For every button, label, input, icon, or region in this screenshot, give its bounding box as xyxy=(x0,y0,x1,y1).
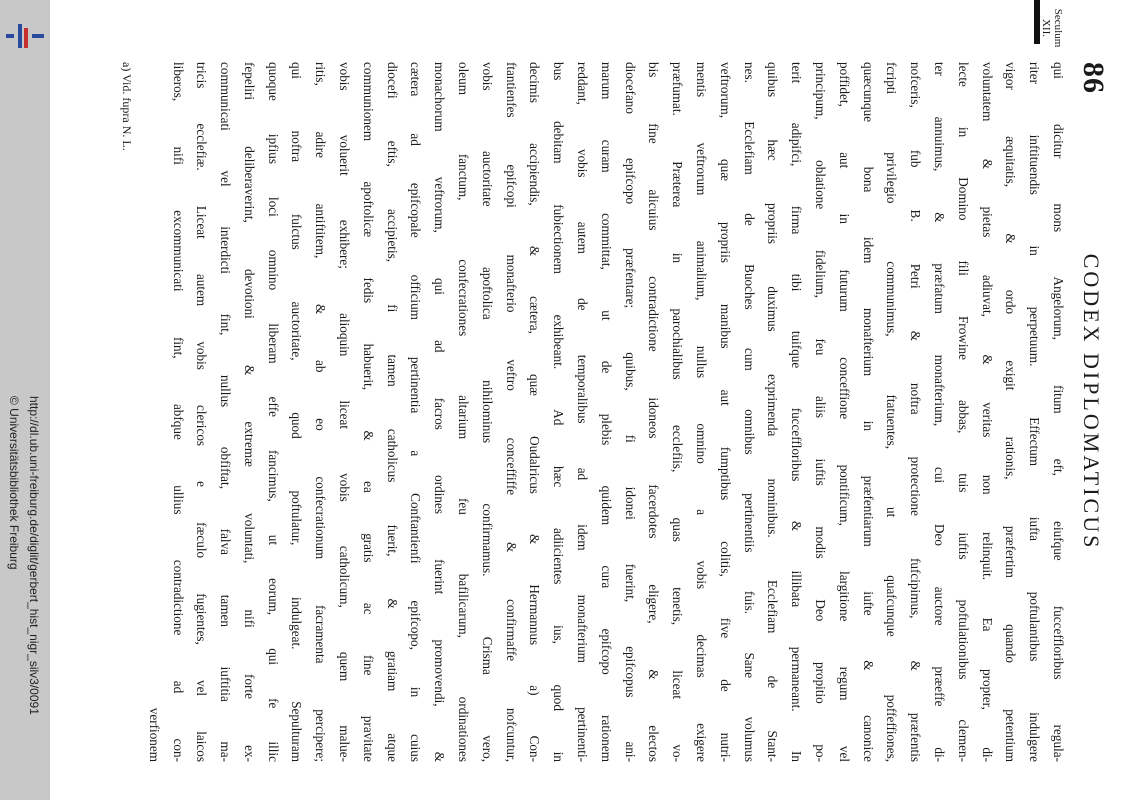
text-line: nofceris, fub B. Petri & noftra protectione fufcipimus, & præfentis xyxy=(908,62,924,762)
margin-note xyxy=(1040,0,1064,56)
text-line: cætera ad epifcopale officium pertinentia a Conftantienfi epifcopo, in cuius xyxy=(408,62,424,762)
text-line: principum, oblatione fidelium, feu aliis iuftis modis Deo propitio po- xyxy=(813,62,829,762)
text-line: bis fine alicuius contradictione idoneos facerdotes eligere, & electos xyxy=(646,62,662,762)
copyright-notice: © Universitätsbibliothek Freiburg xyxy=(7,396,21,570)
text-line: vobis voluerit exhibere; alioquin liceat vobis catholicum, quem malue- xyxy=(337,62,353,762)
page-header xyxy=(1070,62,1110,762)
text-line: poffidet, aut in futurum conceffione pontificum, largitione regum vel xyxy=(836,62,852,762)
text-line: oleum fanctum, confecrationes altarium feu bafilicarum, ordinationes xyxy=(456,62,472,762)
viewer-sidebar xyxy=(0,0,50,800)
text-line: diocefi eftis, accipietis, fi tamen catholicus fuerit, & gratiam atque xyxy=(384,62,400,762)
body-text xyxy=(142,62,1070,762)
text-line: nes. Ecclefiam de Buoches cum omnibus pertinentiis fuis. Sane volumus xyxy=(741,62,757,762)
text-line: ter annuimus, & præfatum monafterium, cui Deo auctore præeffe di- xyxy=(932,62,948,762)
text-line: communicati vel interdicti fint, nullus obfiftat, falva tamen iuftitia ma- xyxy=(218,62,234,762)
text-line: verfionem xyxy=(146,707,162,762)
text-line: voluntatem & pietas adiuvat, & veritas non relinquit. Ea propter, di- xyxy=(979,62,995,762)
text-line: fepeliri deliberaverint, devotioni & extremæ voluntati, nifi forte ex- xyxy=(241,62,257,762)
margin-note-line: Seculum xyxy=(1052,8,1064,48)
text-line: vobis auctoritate apoftolica nihilominus confirmamus. Crisma vero, xyxy=(479,62,495,762)
text-line: reddant, vobis autem de temporalibus ad idem monafterium pertinenti- xyxy=(575,62,591,762)
margin-note-line: XII. xyxy=(1040,18,1052,38)
footnote: a) Vid. fupra N. L. xyxy=(119,62,134,151)
text-line: bus debitam fubiectionem exhibeant. Ad hæc adiicientes ius, quod in xyxy=(551,62,567,762)
text-line: marum curam committat, ut de plebis quidem cura epifcopo rationem xyxy=(598,62,614,762)
source-url[interactable]: http://dl.ub.uni-freiburg.de/diglit/gerbert_hist_nigr_silv3/0091 xyxy=(27,396,41,715)
text-line: veftrorum, quæ propriis manibus aut fumptibus colitis, five de nutri- xyxy=(717,62,733,762)
library-logo-icon xyxy=(4,22,46,50)
text-line: qui dicitur mons Angelorum, fitum eft, eiufque fucceffloribus regula- xyxy=(1051,62,1066,762)
margin-bar xyxy=(1034,0,1040,44)
text-line: liberos, nifi excommunicati fint, abfque ullius contradictione ad con- xyxy=(170,62,186,762)
text-line: præfumat. Præterea in parochialibus ecclefiis, quas tenetis, liceat vo- xyxy=(670,62,686,762)
text-line: ritis, adire antiftitem, & ab eo confecrationum facramenta percipere; xyxy=(313,62,329,762)
text-line: decimis accipiendis, & cætera, quæ Oudalricus & Hermannus a) Con- xyxy=(527,62,543,762)
text-line: communionem apoftolicæ fedis habuerit, & ea gratis ac fine pravitate xyxy=(360,62,376,762)
text-line: quoque ipfius loci omnino liberam effe fancimus, ut eorum, qui fe illic xyxy=(265,62,281,762)
text-line: riter inftituendis in perpetuum. Effectum iufta poftulantibus indulgere xyxy=(1027,62,1043,762)
text-line: terit adipifci, firma tibi tuifque fucceffloribus & illibata permaneant. In xyxy=(789,62,805,762)
page-content xyxy=(119,8,1110,762)
text-line: diocefano epifcopo præfentare; quibus, fi idonei fuerint, epifcopus ani- xyxy=(622,62,638,762)
text-line: mentis veftrorum animalium, nullus omnino a vobis decimas exigere xyxy=(694,62,710,762)
running-head: CODEX DIPLOMATICUS xyxy=(1079,253,1104,551)
text-line: vigor æquitatis, & ordo exigit rationis, præfertim quando petentium xyxy=(1003,62,1019,762)
text-line: monachorum veftrorum, qui ad facros ordines fuerint promovendi, & xyxy=(432,62,448,762)
text-line: lecte in Domino fili Frowine abbas, tuis iuftis poftulationibus clemen- xyxy=(955,62,971,762)
scanned-page xyxy=(60,0,1142,800)
page-number: 86 xyxy=(1077,62,1110,94)
text-line: quæcunque bona idem monafterium in præfentiarum iufte & canonice xyxy=(860,62,876,762)
text-line: quibus hæc propriis duximus exprimenda nominibus. Ecclefiam de Stant- xyxy=(765,62,781,762)
text-line: tricis ecclefiæ. Liceat autem vobis clericos e fæculo fugientes, vel laicos xyxy=(194,62,210,762)
text-line: qui noftra fulctus auctoritate, quod poftulatur, indulgeat. Sepulturam xyxy=(289,62,305,762)
text-line: ftantienfes epifcopi monafterio veftro conceffiffe & confirmaffe nofcuntur, xyxy=(503,62,519,762)
text-line: fcripti privilegio communimus, ftatuentes, ut quafcunque poffeffiones, xyxy=(884,62,900,762)
